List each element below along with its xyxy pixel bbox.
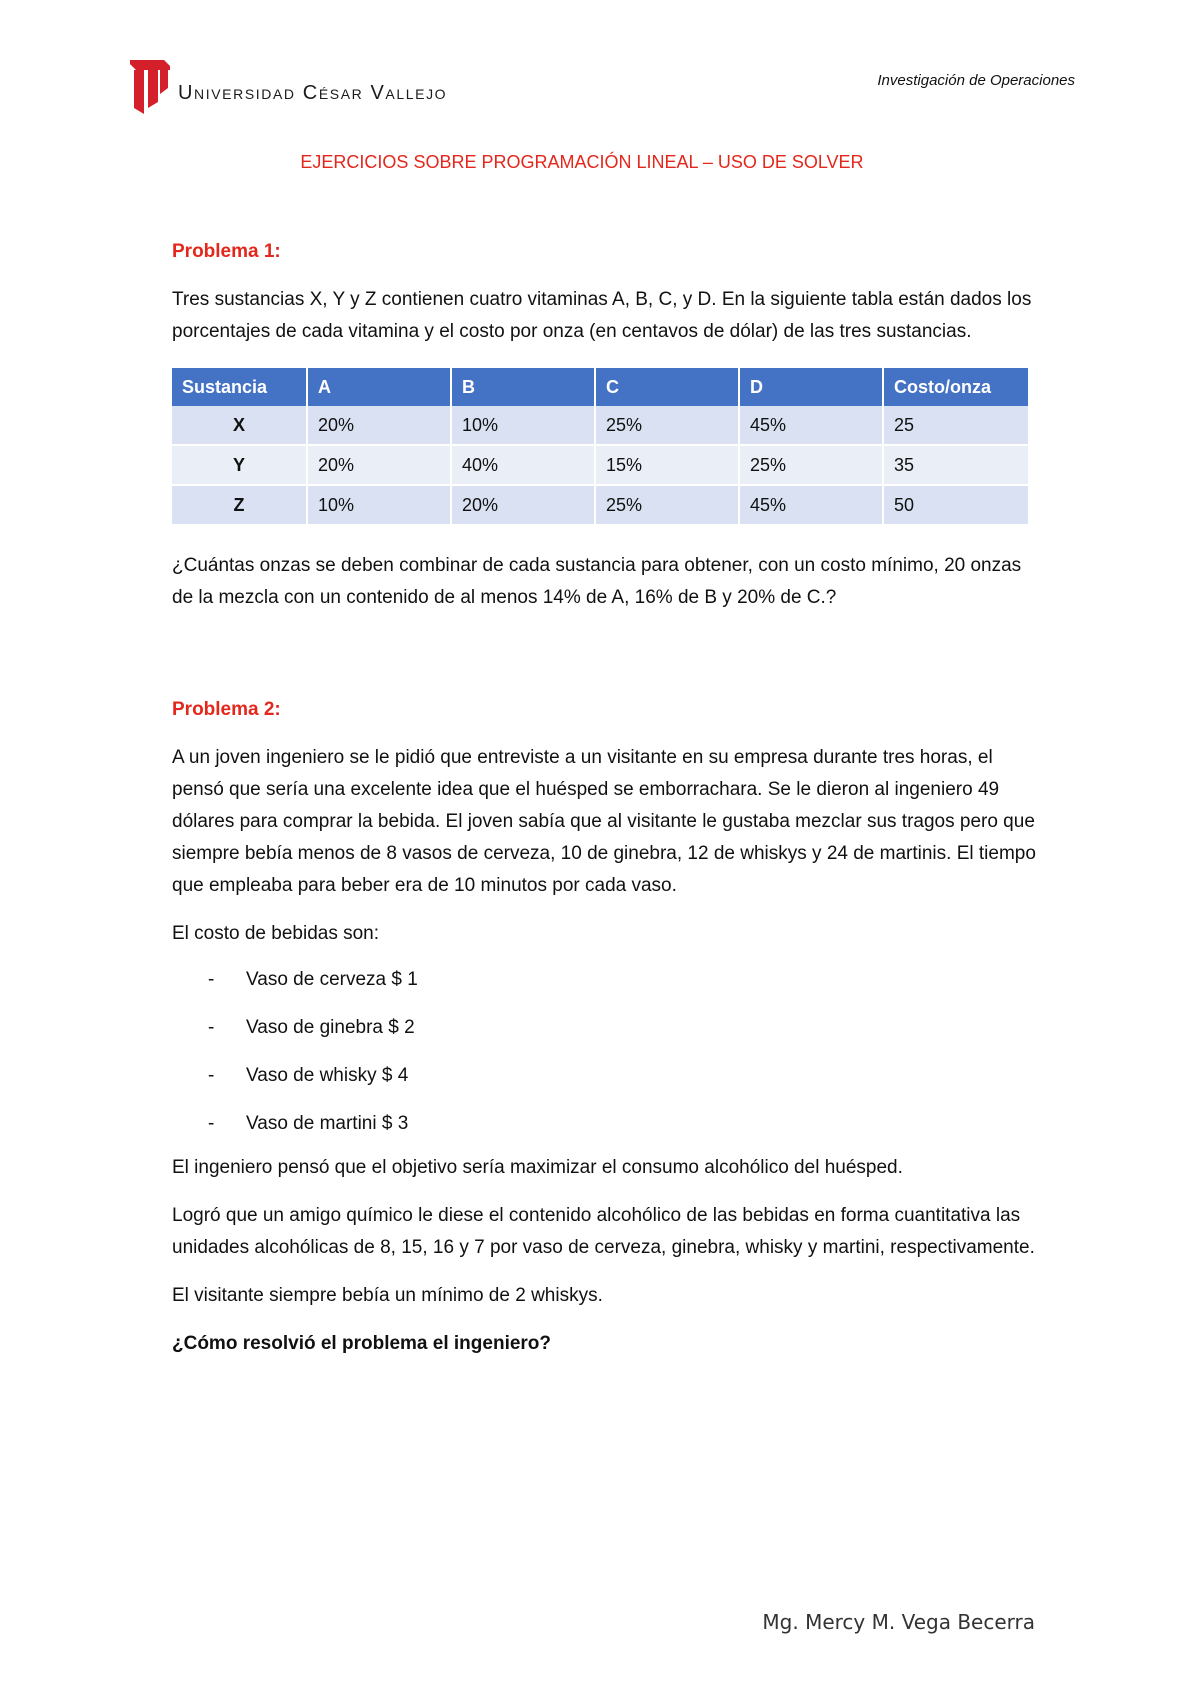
list-item-text: Vaso de ginebra $ 2 (246, 1017, 415, 1038)
table-row (172, 406, 1029, 445)
table-cell: 35 (883, 445, 1029, 485)
column-header: Sustancia (172, 368, 307, 406)
problem-2-heading: Problema 2: (172, 699, 281, 720)
problem-1-intro: Tres sustancias X, Y y Z contienen cuatro vitaminas A, B, C, y D. En la siguiente tabla están dados los porcentajes de cada vitamina y el costo por onza (en centavos de dólar) de las tres sustancias. (172, 289, 1032, 342)
column-header: C (595, 368, 739, 406)
table-cell: X (172, 406, 307, 445)
problem-2-paragraph: El ingeniero pensó que el objetivo sería maximizar el consumo alcohólico del huésped. (172, 1157, 903, 1178)
list-item: - Vaso de ginebra $ 2 (208, 1017, 415, 1038)
table-cell: 50 (883, 485, 1029, 525)
problem-2-intro: A un joven ingeniero se le pidió que entreviste a un visitante en su empresa durante tres horas, el pensó que sería una excelente idea que el huésped se emborrachara. Se le dieron al ingeniero 49 dólares para comprar la bebida. El joven sabía que al visitante le gustaba mezclar sus tragos pero que siempre bebía menos de 8 vasos de cerveza, 10 de ginebra, 12 de whiskys y 24 de martinis. El tiempo que empleaba para beber era de 10 minutos por cada vaso. (172, 747, 1036, 896)
list-item-text: Vaso de martini $ 3 (246, 1113, 409, 1134)
document-title: EJERCICIOS SOBRE PROGRAMACIÓN LINEAL – USO DE SOLVER (300, 152, 864, 172)
university-name: Universidad César Vallejo (178, 82, 448, 104)
author-footer: Mg. Mercy M. Vega Becerra (762, 1610, 1035, 1634)
table-cell: 45% (739, 485, 883, 525)
document-body (172, 140, 1042, 1360)
table-cell: 10% (307, 485, 451, 525)
table-cell: Y (172, 445, 307, 485)
table-cell: 20% (307, 406, 451, 445)
table-row (172, 445, 1029, 485)
problem-2-question: ¿Cómo resolvió el problema el ingeniero? (172, 1333, 552, 1354)
table-cell: 20% (451, 485, 595, 525)
table-header-row (172, 368, 1029, 406)
table-cell: 15% (595, 445, 739, 485)
list-item: - Vaso de whisky $ 4 (208, 1065, 409, 1086)
table-cell: 20% (307, 445, 451, 485)
table-cell: 25% (595, 485, 739, 525)
table-cell: 40% (451, 445, 595, 485)
problem-1-question: ¿Cuántas onzas se deben combinar de cada sustancia para obtener, con un costo mínimo, 20 onzas de la mezcla con un contenido de al menos 14% de A, 16% de B y 20% de C.? (172, 555, 1022, 608)
course-name: Investigación de Operaciones (877, 72, 1075, 89)
table-cell: 25 (883, 406, 1029, 445)
university-logo-icon (130, 58, 170, 118)
problem-2-paragraph: El visitante siempre bebía un mínimo de 2 whiskys. (172, 1285, 603, 1306)
vitamin-table (172, 368, 1030, 526)
list-item-text: Vaso de whisky $ 4 (246, 1065, 409, 1086)
table-cell: 45% (739, 406, 883, 445)
table-cell: 25% (595, 406, 739, 445)
list-item: - Vaso de cerveza $ 1 (208, 969, 418, 990)
table-cell: 25% (739, 445, 883, 485)
column-header: B (451, 368, 595, 406)
column-header: A (307, 368, 451, 406)
problem-2-paragraph: Logró que un amigo químico le diese el contenido alcohólico de las bebidas en forma cuantitativa las unidades alcohólicas de 8, 15, 16 y 7 por vaso de cerveza, ginebra, whisky y martini, respectivamente. (172, 1205, 1035, 1258)
costs-label: El costo de bebidas son: (172, 923, 380, 944)
table-cell: Z (172, 485, 307, 525)
column-header: Costo/onza (883, 368, 1029, 406)
list-item-text: Vaso de cerveza $ 1 (246, 969, 418, 990)
list-item: - Vaso de martini $ 3 (208, 1113, 409, 1134)
table-cell: 10% (451, 406, 595, 445)
column-header: D (739, 368, 883, 406)
page-header (130, 58, 1080, 128)
problem-1-heading: Problema 1: (172, 241, 281, 262)
drink-cost-list (172, 956, 1042, 1148)
table-row (172, 485, 1029, 525)
